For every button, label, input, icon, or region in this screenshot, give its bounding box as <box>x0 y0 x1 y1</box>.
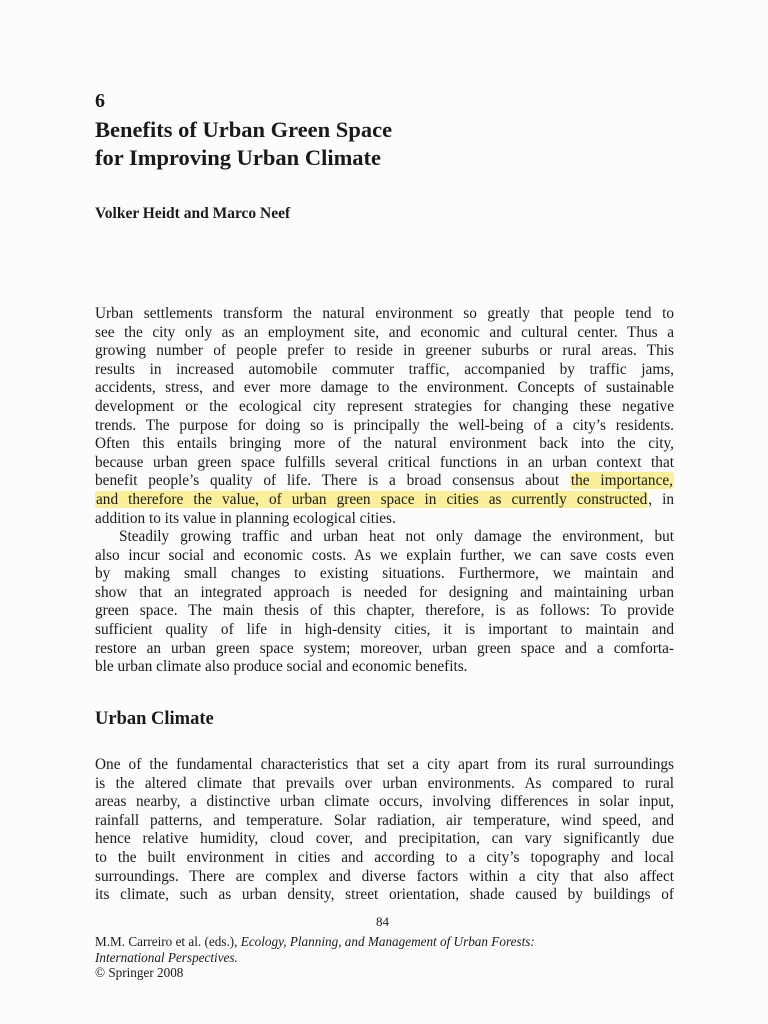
section-heading: Urban Climate <box>95 709 214 729</box>
footer-book-title: International Perspectives. <box>95 949 238 965</box>
text-line: addition to its value in planning ecological cities. <box>95 509 396 527</box>
chapter-number: 6 <box>95 90 105 112</box>
footer-editors: M.M. Carreiro et al. (eds.), <box>95 934 241 949</box>
citation-footer <box>95 934 535 981</box>
text-line: surroundings. There are complex and diverse factors within a city that also affect <box>95 867 674 885</box>
page-number: 84 <box>376 914 389 929</box>
chapter-title-line: Benefits of Urban Green Space <box>95 117 393 142</box>
text-line: by making small changes to existing situations. Furthermore, we maintain and <box>95 565 674 583</box>
text-line: areas nearby, a distinctive urban climate occurs, involving differences in solar input, <box>95 793 674 811</box>
footer-copyright: © Springer 2008 <box>95 965 184 980</box>
text-line: hence relative humidity, cloud cover, and precipitation, can vary significantly due <box>95 830 674 848</box>
text-line: sufficient quality of life in high-density cities, it is important to maintain and <box>95 620 674 638</box>
text-segment: , in <box>648 490 675 508</box>
text-line: also incur social and economic costs. As we explain further, we can save costs even <box>95 546 674 564</box>
text-line: Urban settlements transform the natural environment so greatly that people tend to <box>95 305 674 322</box>
text-line: growing number of people prefer to reside in greener suburbs or rural areas. This <box>95 342 674 360</box>
chapter-authors: Volker Heidt and Marco Neef <box>95 205 291 222</box>
text-line: because urban green space fulfills several critical functions in an urban context that <box>95 453 674 471</box>
text-segment: benefit people’s quality of life. There is a broad consensus about <box>95 472 570 490</box>
text-line: show that an integrated approach is needed for designing and maintaining urban <box>95 583 674 601</box>
highlight[interactable]: and therefore the value, of urban green space in cities as currently constructed <box>96 490 648 508</box>
text-line: rainfall patterns, and temperature. Solar radiation, air temperature, wind speed, and <box>95 811 674 829</box>
footer-line <box>95 934 535 950</box>
text-line: ble urban climate also produce social and economic benefits. <box>95 658 468 676</box>
text-line: green space. The main thesis of this chapter, therefore, is as follows: To provide <box>95 602 674 620</box>
text-line: One of the fundamental characteristics that set a city apart from its rural surroundings <box>95 756 674 773</box>
chapter-title-line: for Improving Urban Climate <box>95 145 382 170</box>
intro-paragraph-1 <box>95 305 674 528</box>
text-line: trends. The purpose for doing so is principally the well-being of a city’s residents. <box>95 416 674 434</box>
text-line-with-highlight <box>95 491 674 510</box>
text-line-with-highlight <box>95 472 674 491</box>
text-line: see the city only as an employment site, and economic and cultural center. Thus a <box>95 323 674 341</box>
section-paragraph-1 <box>95 756 674 905</box>
text-line: is the altered climate that prevails over urban environments. As compared to rural <box>95 774 674 792</box>
text-line: Often this entails bringing more of the natural environment back into the city, <box>95 435 674 453</box>
text-line: results in increased automobile commuter traffic, accompanied by traffic jams, <box>95 360 674 378</box>
text-line: development or the ecological city represent strategies for changing these negative <box>95 397 674 415</box>
text-line: accidents, stress, and ever more damage to the environment. Concepts of sustainable <box>95 379 674 397</box>
text-line: Steadily growing traffic and urban heat not only damage the environment, but <box>119 528 674 545</box>
chapter-title <box>95 116 392 172</box>
highlight[interactable]: the importance, <box>570 472 673 490</box>
text-line: its climate, such as urban density, street orientation, shade caused by buildings of <box>95 886 674 904</box>
footer-book-title: Ecology, Planning, and Management of Urban Forests: <box>240 934 535 949</box>
text-line: restore an urban green space system; moreover, urban green space and a comforta- <box>95 639 674 657</box>
footer-line <box>95 950 535 966</box>
intro-paragraph-2 <box>95 528 674 677</box>
text-line: to the built environment in cities and according to a city’s topography and local <box>95 848 674 866</box>
